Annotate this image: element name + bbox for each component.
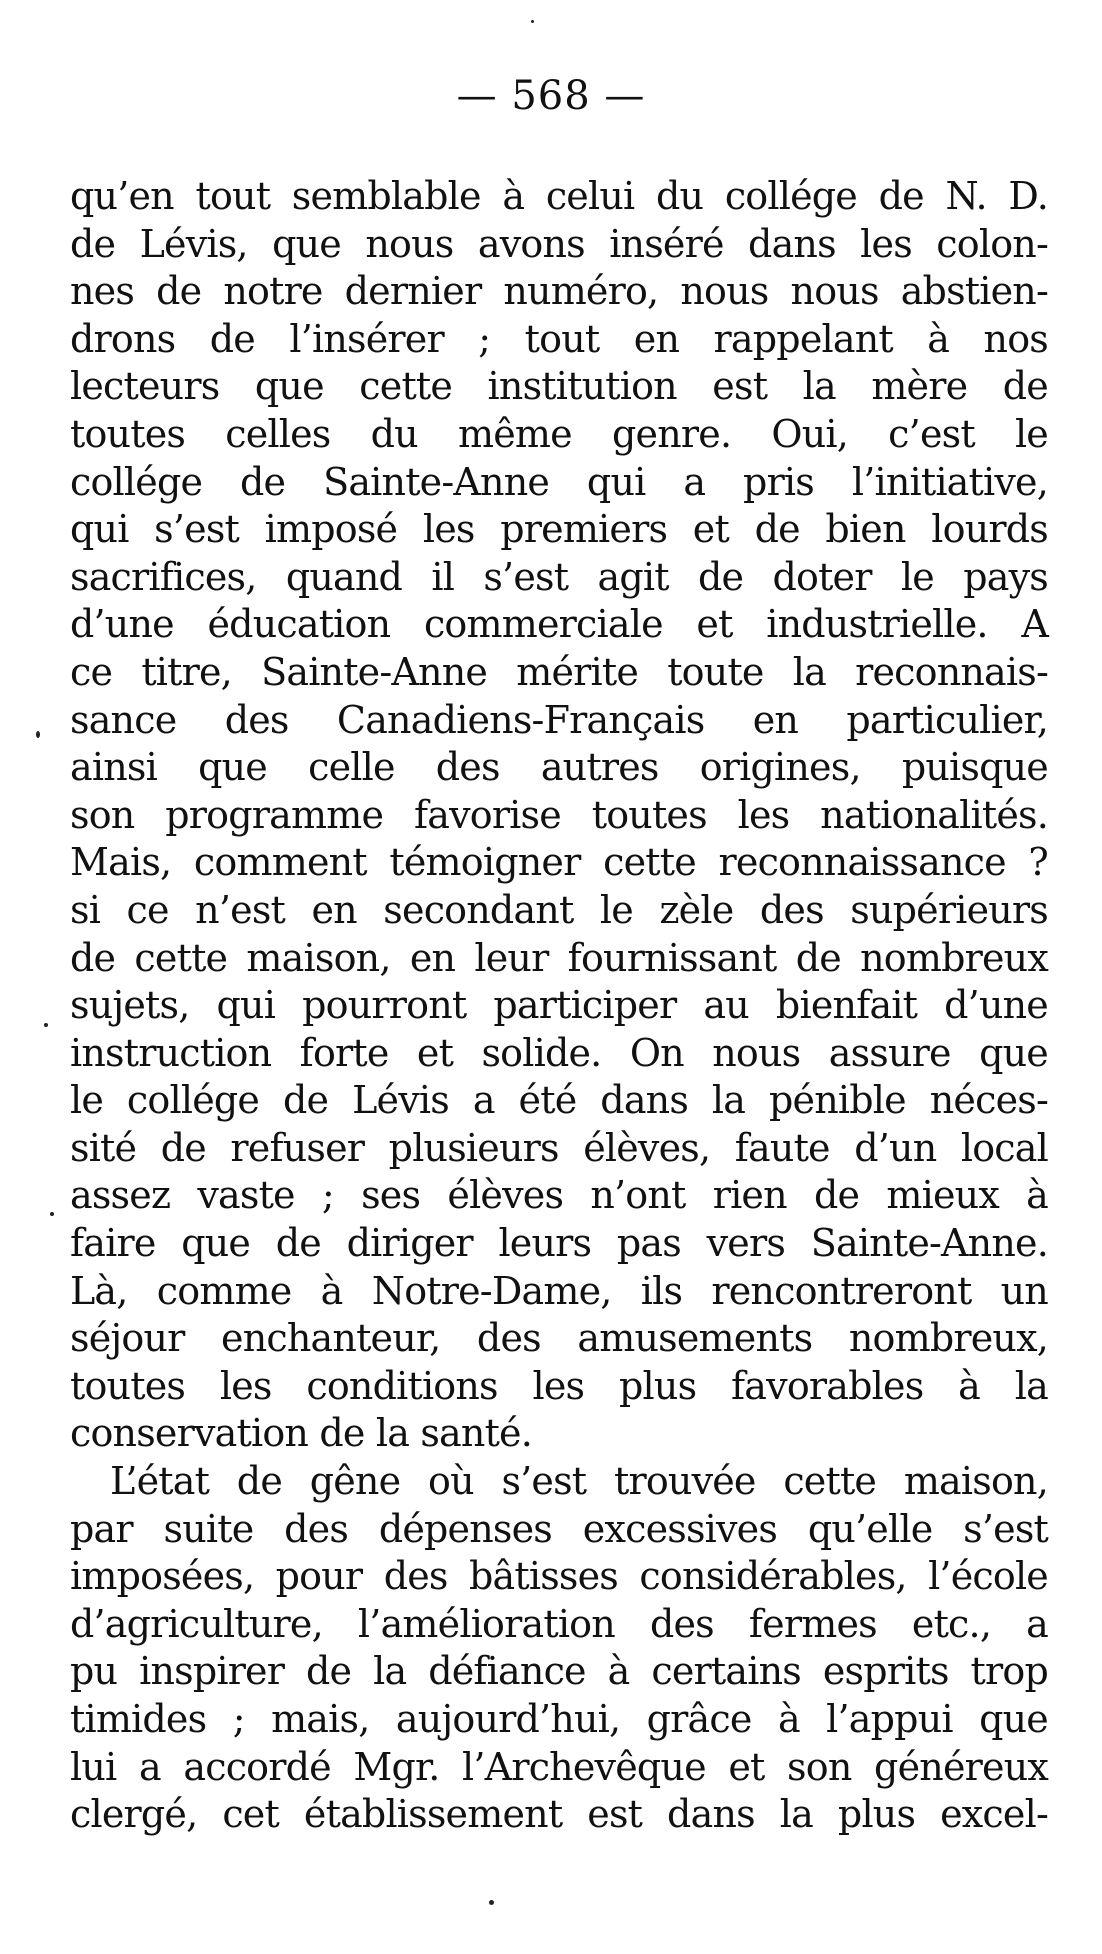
text-line: toutes celles du même genre. Oui, c’est le — [70, 411, 1048, 456]
text-line: conservation de la santé. — [70, 1411, 533, 1456]
text-line: séjour enchanteur, des amusements nombreux, — [70, 1316, 1048, 1361]
text-line: de Lévis, que nous avons inséré dans les colon- — [70, 221, 1048, 266]
text-line: assez vaste ; ses élèves n’ont rien de mieux à — [70, 1173, 1048, 1218]
scan-speck — [50, 1212, 54, 1216]
text-line: sujets, qui pourront participer au bienfait d’une — [70, 983, 1048, 1028]
text-line: le collége de Lévis a été dans la pénible néces- — [70, 1078, 1048, 1123]
text-line: instruction forte et solide. On nous assure que — [70, 1030, 1048, 1075]
text-line: d’une éducation commerciale et industrielle. A — [70, 602, 1048, 647]
text-line: par suite des dépenses excessives qu’elle s’est — [70, 1506, 1048, 1551]
scan-speck — [489, 1900, 494, 1905]
text-line: lecteurs que cette institution est la mère de — [70, 364, 1048, 409]
text-line: pu inspirer de la défiance à certains esprits trop — [70, 1649, 1048, 1694]
text-line: qu’en tout semblable à celui du collége de N. D. — [70, 174, 1048, 218]
text-line: timides ; mais, aujourd’hui, grâce à l’appui que — [70, 1697, 1048, 1741]
body-text — [70, 173, 1048, 1839]
paragraph — [70, 173, 1048, 1458]
text-line: sacrifices, quand il s’est agit de doter le pays — [70, 554, 1048, 599]
text-line: qui s’est imposé les premiers et de bien lourds — [70, 507, 1048, 552]
text-line: sité de refuser plusieurs élèves, faute d’un local — [70, 1125, 1048, 1170]
text-line: sance des Canadiens-Français en particulier, — [70, 697, 1048, 742]
text-line: si ce n’est en secondant le zèle des supérieurs — [70, 887, 1048, 932]
text-line: d’agriculture, l’amélioration des fermes etc., a — [70, 1601, 1048, 1646]
scan-speck — [44, 1023, 48, 1027]
text-line: ainsi que celle des autres origines, puisque — [70, 745, 1048, 790]
text-line: Là, comme à Notre-Dame, ils rencontreront un — [70, 1268, 1048, 1313]
text-line: imposées, pour des bâtisses considérables, l’école — [70, 1554, 1048, 1599]
text-line: collége de Sainte-Anne qui a pris l’initiative, — [70, 459, 1048, 504]
scan-speck — [36, 731, 40, 738]
text-line: lui a accordé Mgr. l’Archevêque et son généreux — [70, 1744, 1048, 1789]
text-line: faire que de diriger leurs pas vers Sainte-Anne. — [70, 1221, 1048, 1266]
text-line: L’état de gêne où s’est trouvée cette maison, — [110, 1459, 1048, 1504]
paragraph — [70, 1458, 1048, 1839]
text-line: Mais, comment témoigner cette reconnaissance ? — [70, 840, 1048, 885]
text-line: son programme favorise toutes les nationalités. — [70, 792, 1048, 837]
text-line: ce titre, Sainte-Anne mérite toute la reconnais- — [70, 649, 1048, 694]
page-number: — 568 — — [456, 73, 646, 119]
text-line: clergé, cet établissement est dans la plus excel- — [70, 1792, 1048, 1837]
text-line: drons de l’insérer ; tout en rappelant à nos — [70, 316, 1048, 361]
scan-speck — [531, 20, 534, 23]
text-line: nes de notre dernier numéro, nous nous abstien- — [70, 269, 1048, 314]
text-line: de cette maison, en leur fournissant de nombreux — [70, 935, 1048, 980]
text-line: toutes les conditions les plus favorables à la — [70, 1363, 1048, 1408]
